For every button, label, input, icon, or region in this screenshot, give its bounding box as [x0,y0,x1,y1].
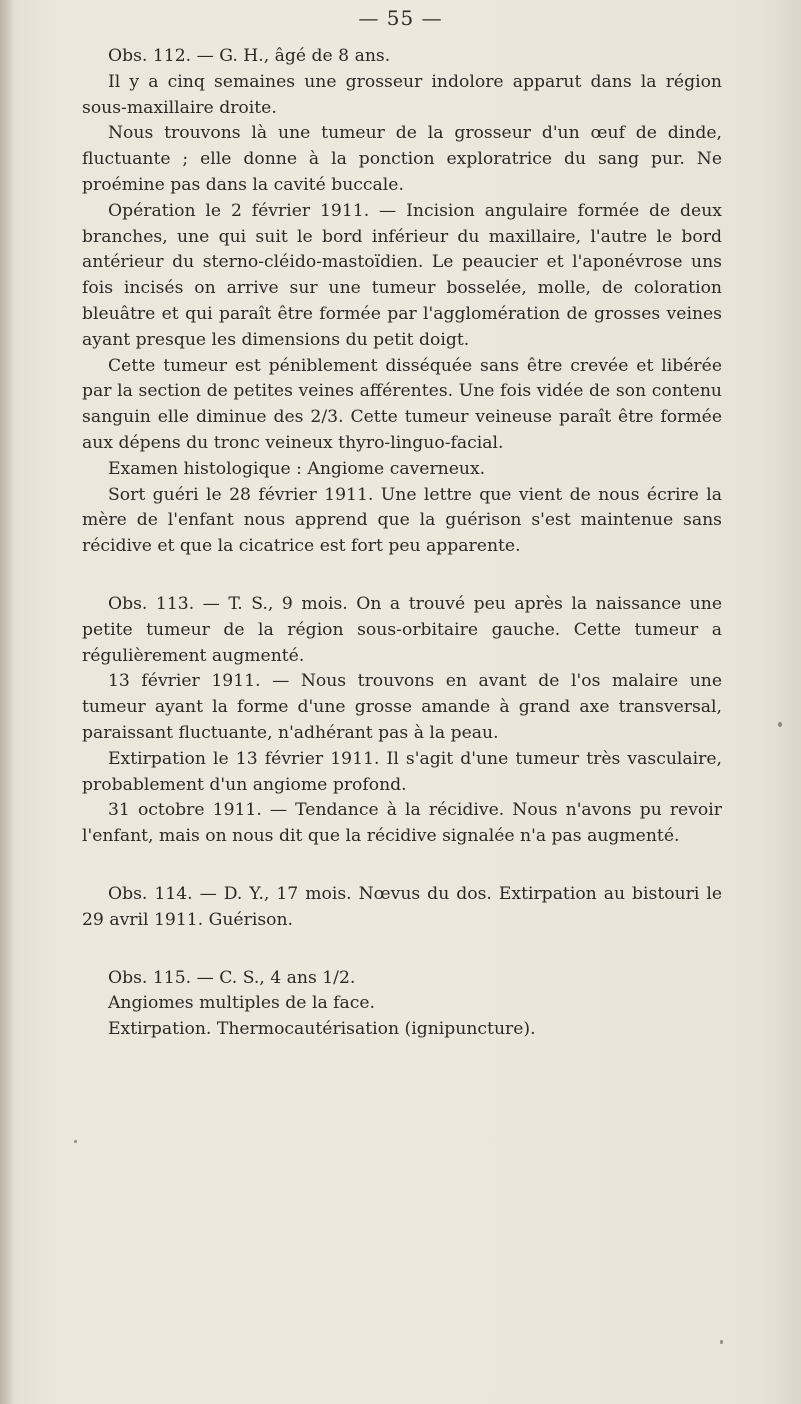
page-edge-shadow [0,0,14,1404]
page-body [82,44,722,1043]
paper-speck [74,1140,77,1143]
obs-114-text: Obs. 114. — D. Y., 17 mois. Nœvus du dos. Extirpation au bistouri le 29 avril 1911. Guérison. [82,883,722,930]
paper-speck [778,722,782,727]
observation-114 [82,882,722,934]
observation-115 [82,966,722,1043]
obs-112-heading: Obs. 112. — G. H., âgé de 8 ans. [108,46,391,66]
obs-112-dissection: Cette tumeur est péniblement disséquée sans être crevée et libérée par la section de petites veines afférentes. Une fois vidée de son contenu sanguin elle diminue des 2/3. Cette tumeur veineuse paraît être formée aux dépens du tronc veineux thyro-linguo-facial. [82,355,722,453]
obs-112-operation: Opération le 2 février 1911. — Incision angulaire formée de deux branches, une qui suit le bord inférieur du maxillaire, l'autre le bord antérieur du sterno-cléido-mastoïdien. Le peaucier et l'aponévrose uns fois incisés on arrive sur une tumeur bosselée, molle, de coloration bleuâtre et qui paraît être formée par l'agglomération de grosses veines ayant presque les dimensions du petit doigt. [82,200,722,350]
obs-112-outcome: Sort guéri le 28 février 1911. Une lettre que vient de nous écrire la mère de l'enfant nous apprend que la guérison s'est maintenue sans récidive et que la cicatrice est fort peu apparente. [82,484,722,557]
obs-115-heading: Obs. 115. — C. S., 4 ans 1/2. [108,967,356,988]
obs-113-exam: 13 février 1911. — Nous trouvons en avant de l'os malaire une tumeur ayant la forme d'une grosse amande à grand axe transversal, paraissant fluctuante, n'adhérant pas à la peau. [82,671,722,743]
obs-115-treatment: Extirpation. Thermocautérisation (ignipuncture). [108,1019,536,1040]
page-number: — 55 — [358,6,443,30]
obs-115-diagnosis: Angiomes multiples de la face. [108,993,376,1014]
observation-112 [82,44,722,560]
obs-113-followup: 31 octobre 1911. — Tendance à la récidive. Nous n'avons pu revoir l'enfant, mais on nous dit que la récidive signalée n'a pas augmenté. [82,800,722,847]
obs-112-history: Il y a cinq semaines une grosseur indolore apparut dans la région sous-maxillaire droite. [82,71,722,118]
obs-113-heading: Obs. 113. — T. S., 9 mois. On a trouvé peu après la naissance une petite tumeur de la région sous-orbitaire gauche. Cette tumeur a régulièrement augmenté. [82,593,722,666]
obs-112-histology: Examen histologique : Angiome caverneux. [108,458,486,479]
obs-113-extirpation: Extirpation le 13 février 1911. Il s'agit d'une tumeur très vasculaire, probablement d'un angiome profond. [82,748,722,795]
paper-speck [720,1340,723,1344]
observation-113 [82,592,722,850]
obs-112-exam: Nous trouvons là une tumeur de la grosseur d'un œuf de dinde, fluctuante ; elle donne à la ponction exploratrice du sang pur. Ne proémine pas dans la cavité buccale. [82,123,722,195]
